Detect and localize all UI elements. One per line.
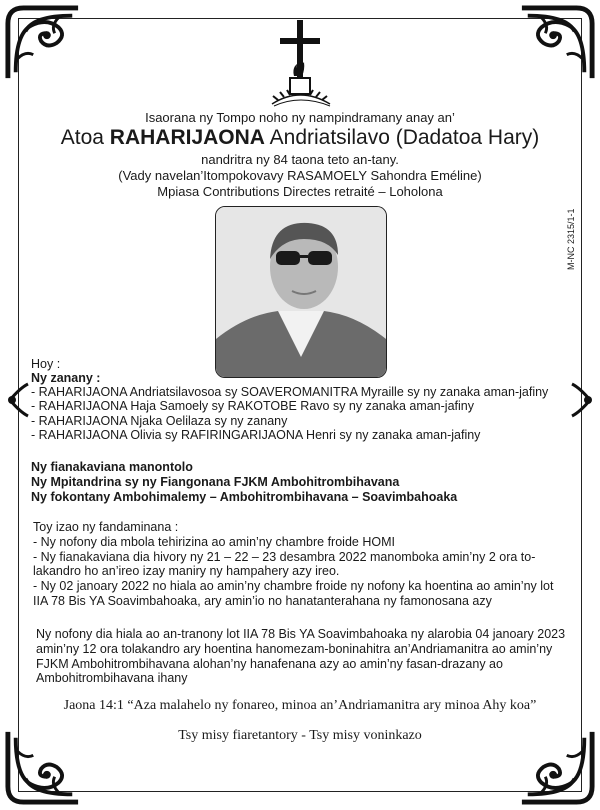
- org-line: Ny Mpitandrina sy ny Fiangonana FJKM Ambohitrombihavana: [31, 475, 400, 489]
- list-item: - RAHARIJAONA Haja Samoely sy RAKOTOBE Ravo sy ny zanaka aman-jafiny: [31, 399, 474, 414]
- corner-ornament-icon: [4, 4, 82, 82]
- list-item: - Ny nofony dia mbola tehirizina ao amin’ny chambre froide HOMI: [33, 534, 395, 549]
- list-item: - RAHARIJAONA Andriatsilavosoa sy SOAVEROMANITRA Myraille sy ny zanaka aman-jafiny: [31, 385, 549, 399]
- list-item: - RAHARIJAONA Olivia sy RAFIRINGARIJAONA Henri sy ny zanaka aman-jafiny: [31, 428, 481, 443]
- list-item: - Ny fianakaviana dia hivory ny 21 – 22 – 23 desambra 2022 manomboka amin’ny 2 ora to-lakandro ho an’ireo izay maniry ny hampahery azy ireo.: [33, 549, 536, 579]
- corner-ornament-icon: [518, 4, 596, 82]
- closing-line: Tsy misy fiaretantory - Tsy misy voninkazo: [178, 728, 422, 743]
- job-line: Mpiasa Contributions Directes retraité – Loholona: [157, 184, 443, 199]
- org-line: Ny fokontany Ambohimalemy – Ambohitrombihavana – Soavimbahoaka: [31, 490, 458, 504]
- arrangements: [33, 520, 563, 609]
- name-prefix: Atoa: [60, 126, 110, 149]
- intro-line: Isaorana ny Tompo noho ny nampindramany anay an’: [145, 110, 455, 125]
- name-suffix: Andriatsilavo (Dadatoa Hary): [264, 126, 540, 149]
- portrait-photo: [215, 206, 387, 378]
- deceased-name: [40, 126, 560, 150]
- cross-candle-icon: [264, 20, 336, 112]
- list-item: - RAHARIJAONA Njaka Oelilaza sy ny zanany: [31, 413, 288, 428]
- side-ornament-icon: [568, 378, 594, 422]
- funeral-paragraph: Ny nofony dia hiala ao an-tranony lot IIA 78 Bis YA Soavimbahoaka ny alarobia 04 janoary 2023 amin’ny 12 ora tolakandro ary hoentina hanomezam-boninahitra an’Andriamanitra ao amin’ny FJKM Ambohitrombihavana alohan’ny hanafenana azy ao amin’ny fasan-drazany ao Ambohitrombihavana ihany: [36, 627, 566, 686]
- spouse-line: (Vady navelan’Itompokovavy RASAMOELY Sahondra Eméline): [118, 168, 482, 183]
- arrangements-title: Toy izao ny fandaminana :: [33, 520, 179, 534]
- children-list: [31, 385, 548, 443]
- list-item: - Ny 02 janoary 2022 no hiala ao amin’ny chambre froide ny nofony ka hoentina ao amin’ny lot IIA 78 Bis YA Soavimbahoaka, ary amin’io no hanatanterahana ny famonosana azy: [33, 579, 554, 608]
- portrait-image: [216, 207, 386, 377]
- children-heading: Ny zanany :: [31, 371, 101, 385]
- side-ornament-icon: [6, 378, 32, 422]
- reference-code: M-NC 2315/1-1: [566, 208, 576, 270]
- hoy-label: Hoy :: [31, 357, 61, 371]
- name-bold: RAHARIJAONA: [109, 126, 265, 149]
- age-line: nandritra ny 84 taona teto an-tany.: [201, 152, 399, 167]
- bible-verse: Jaona 14:1 “Aza malahelo ny fonareo, minoa an’Andriamanitra ary minoa Ahy koa”: [63, 698, 537, 713]
- org-line: Ny fianakaviana manontolo: [31, 460, 193, 474]
- organizations: [31, 460, 457, 505]
